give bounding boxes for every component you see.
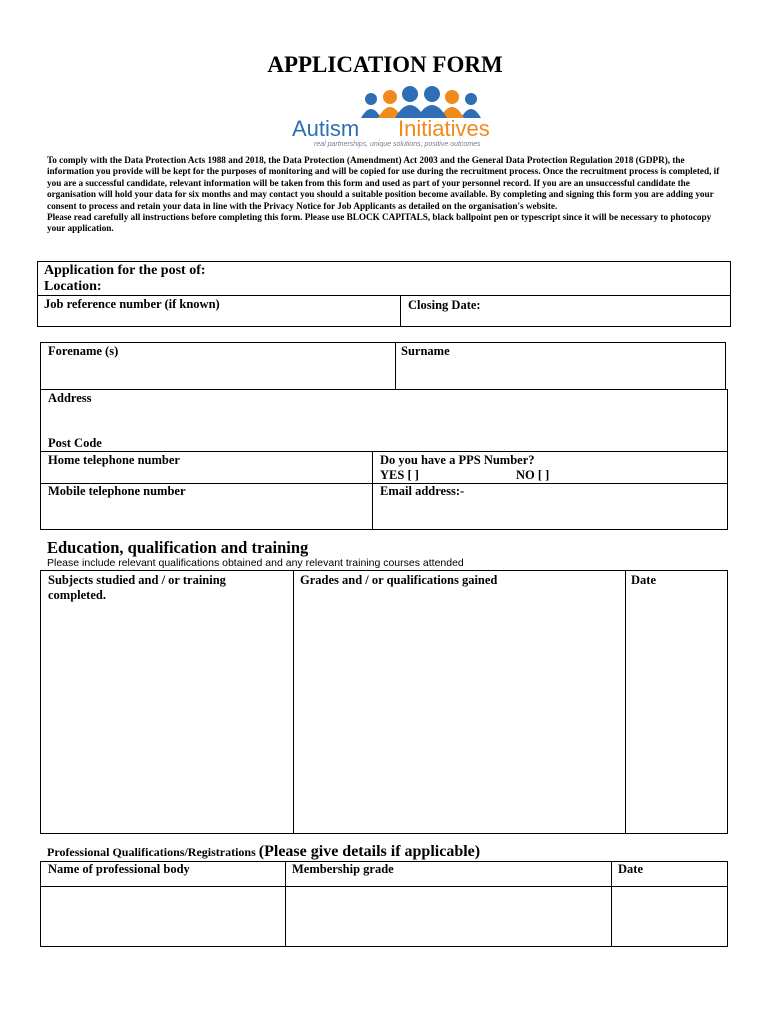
- data-protection-notice: To comply with the Data Protection Acts 1988 and 2018, the Data Protection (Amendment) Act 2003 and the General Data Protection Regulation 2018 (GDPR), the information you provide will be kept for the purposes of monitoring and will be copied for use during the recruitment process. Once the recruitment process is completed, if you are a successful candidate, relevant information will be taken from this form and used as part of your personnel record. If you are an unsuccessful candidate the organisation will hold your data for six months and may contact you should a suitable position become available. By completing and signing this form you are adding your consent to process and retain your data in line with the Privacy Notice for Job Applicants as detailed on the organisation's website.: [47, 155, 720, 211]
- job-reference-label: Job reference number (if known): [44, 297, 220, 311]
- logo-tagline: real partnerships, unique solutions, positive outcomes: [314, 141, 481, 148]
- professional-date-field[interactable]: [611, 886, 728, 947]
- education-date-header: Date: [631, 573, 656, 587]
- surname-label: Surname: [401, 344, 450, 358]
- membership-grade-field[interactable]: [285, 886, 612, 947]
- post-label: Application for the post of:: [44, 263, 206, 278]
- forename-label: Forename (s): [48, 344, 119, 358]
- education-note: Please include relevant qualifications obtained and any relevant training courses attended: [47, 557, 464, 569]
- pps-yes-checkbox[interactable]: YES [ ]: [380, 468, 419, 482]
- logo-text-autism: Autism: [292, 116, 360, 141]
- professional-heading-title: Professional Qualifications/Registrations: [47, 845, 256, 859]
- pps-no-checkbox[interactable]: NO [ ]: [516, 468, 550, 482]
- professional-heading-detail: (Please give details if applicable): [258, 843, 481, 860]
- address-field[interactable]: [40, 389, 728, 452]
- membership-grade-header: Membership grade: [292, 862, 394, 876]
- email-label: Email address:-: [380, 484, 465, 498]
- intro-text: [47, 155, 727, 235]
- grades-header: Grades and / or qualifications gained: [300, 573, 498, 587]
- autism-initiatives-logo: [290, 86, 552, 150]
- closing-date-label: Closing Date:: [408, 298, 481, 312]
- professional-body-field[interactable]: [40, 886, 286, 947]
- postcode-label: Post Code: [48, 436, 102, 450]
- logo-text-initiatives: Initiatives: [398, 116, 490, 141]
- address-label: Address: [48, 391, 92, 405]
- location-label: Location:: [44, 279, 102, 294]
- mobile-telephone-label: Mobile telephone number: [48, 484, 186, 498]
- pps-question-label: Do you have a PPS Number?: [380, 453, 535, 467]
- education-date-column[interactable]: [625, 570, 728, 834]
- professional-heading: [47, 843, 480, 861]
- home-telephone-label: Home telephone number: [48, 453, 180, 467]
- professional-date-header: Date: [618, 862, 643, 876]
- subjects-header: Subjects studied and / or training completed.: [48, 573, 226, 602]
- professional-body-header: Name of professional body: [48, 862, 190, 876]
- completion-instructions: Please read carefully all instructions before completing this form. Please use BLOCK CAPITALS, black ballpoint pen or typescript since it will be necessary to photocopy your application.: [47, 212, 712, 234]
- education-heading: Education, qualification and training: [47, 538, 309, 557]
- subjects-column[interactable]: [40, 570, 294, 834]
- grades-column[interactable]: [293, 570, 626, 834]
- form-title: APPLICATION FORM: [267, 52, 503, 77]
